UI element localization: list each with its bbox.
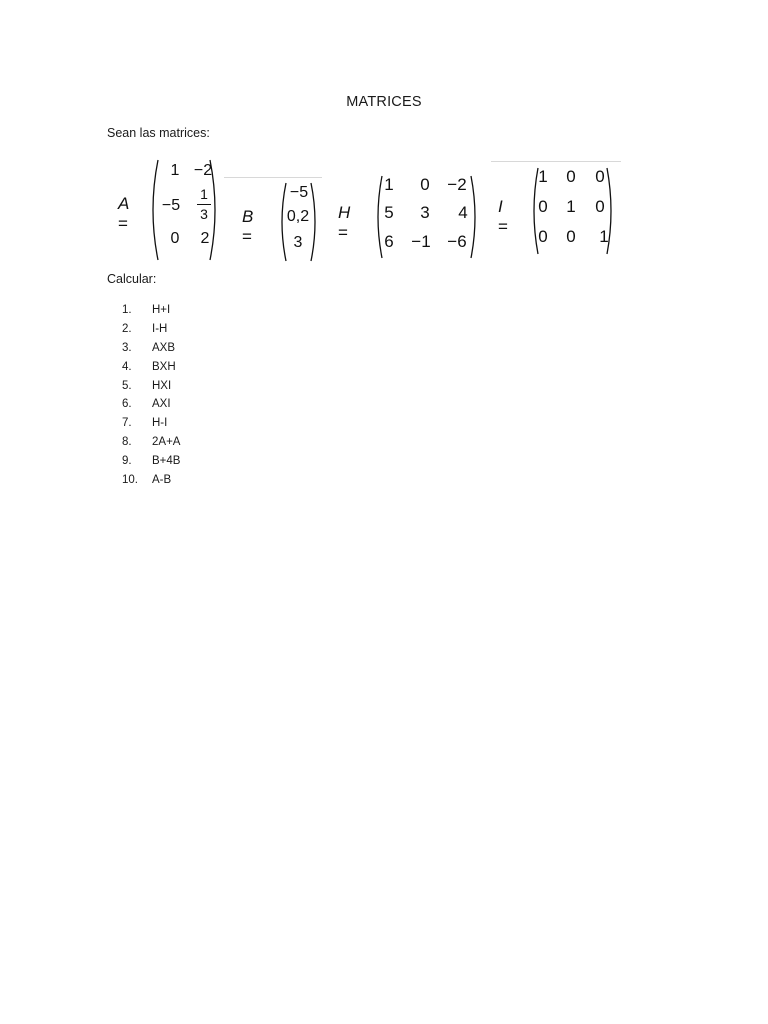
exercise-text: BXH xyxy=(152,360,176,373)
exercise-item xyxy=(122,395,180,414)
exercise-text: I-H xyxy=(152,323,168,336)
exercise-text: 2A+A xyxy=(152,435,181,448)
matrix-i-cell: 0 xyxy=(566,227,576,246)
matrix-i-cell: 1 xyxy=(566,197,576,216)
exercise-text: H+I xyxy=(152,304,171,317)
matrix-h-cell: −6 xyxy=(447,232,467,251)
exercise-item xyxy=(122,320,180,339)
page-title: MATRICES xyxy=(346,94,422,110)
matrix-a-fraction-bar xyxy=(197,204,211,205)
matrix-i-label: I = xyxy=(498,197,508,236)
exercise-number: 7. xyxy=(122,417,132,430)
exercise-number: 1. xyxy=(122,304,132,317)
matrix-i-cell: 1 xyxy=(599,227,609,246)
matrix-b-label: B = xyxy=(242,207,254,246)
exercise-number: 2. xyxy=(122,323,132,336)
exercise-text: AXB xyxy=(152,341,176,354)
calculate-label: Calcular: xyxy=(107,272,157,286)
exercise-number: 4. xyxy=(122,360,132,373)
exercise-item xyxy=(122,376,180,395)
exercise-number: 3. xyxy=(122,341,132,354)
matrix-i-cell: 1 xyxy=(538,167,548,186)
matrix-a-cell: 1 xyxy=(170,162,180,179)
exercise-text: HXI xyxy=(152,379,172,392)
exercise-text: H-I xyxy=(152,417,168,430)
matrix-a-cell: −5 xyxy=(161,197,181,214)
exercise-item xyxy=(122,414,180,433)
matrix-h-cell: 6 xyxy=(384,232,394,251)
matrix-i-cell: 0 xyxy=(595,197,605,216)
exercise-number: 9. xyxy=(122,454,132,467)
exercise-item xyxy=(122,339,180,358)
exercise-number: 10. xyxy=(122,473,138,486)
matrix-i-cell: 0 xyxy=(538,227,548,246)
matrix-h-cell: 3 xyxy=(420,203,430,222)
matrix-i-cell: 0 xyxy=(566,167,576,186)
exercise-item xyxy=(122,451,180,470)
matrix-h-cell: −2 xyxy=(447,175,467,194)
exercise-text: B+4B xyxy=(152,454,181,467)
exercise-number: 8. xyxy=(122,435,132,448)
divider-line xyxy=(224,177,322,178)
exercise-item xyxy=(122,470,180,489)
matrix-a-cell: 2 xyxy=(200,230,210,247)
matrix-h-cell: 5 xyxy=(384,203,394,222)
matrix-b-cell: −5 xyxy=(289,184,309,201)
matrix-a-fraction-numerator: 1 xyxy=(200,186,208,202)
matrix-a-label: A = xyxy=(118,194,130,233)
matrix-h-cell: 1 xyxy=(384,175,394,194)
matrix-h-label: H = xyxy=(338,203,351,242)
matrix-h-cell: −1 xyxy=(411,232,431,251)
exercise-item xyxy=(122,301,180,320)
matrix-i-cell: 0 xyxy=(538,197,548,216)
exercise-list xyxy=(122,301,180,489)
matrix-h-cell: 0 xyxy=(420,175,430,194)
matrix-a-fraction-denominator: 3 xyxy=(200,206,208,222)
matrix-a-cell: 0 xyxy=(170,230,180,247)
exercise-number: 6. xyxy=(122,398,132,411)
matrix-b-cell: 3 xyxy=(293,234,303,251)
exercise-number: 5. xyxy=(122,379,132,392)
exercise-text: A-B xyxy=(152,473,172,486)
matrix-i-cell: 0 xyxy=(595,167,605,186)
exercise-text: AXI xyxy=(152,398,171,411)
exercise-item xyxy=(122,433,180,452)
matrix-a-cell: −2 xyxy=(193,162,213,179)
divider-line xyxy=(491,161,621,162)
intro-text: Sean las matrices: xyxy=(107,126,210,140)
exercise-item xyxy=(122,357,180,376)
matrix-h-cell: 4 xyxy=(458,203,468,222)
matrix-b-cell: 0,2 xyxy=(286,208,310,225)
